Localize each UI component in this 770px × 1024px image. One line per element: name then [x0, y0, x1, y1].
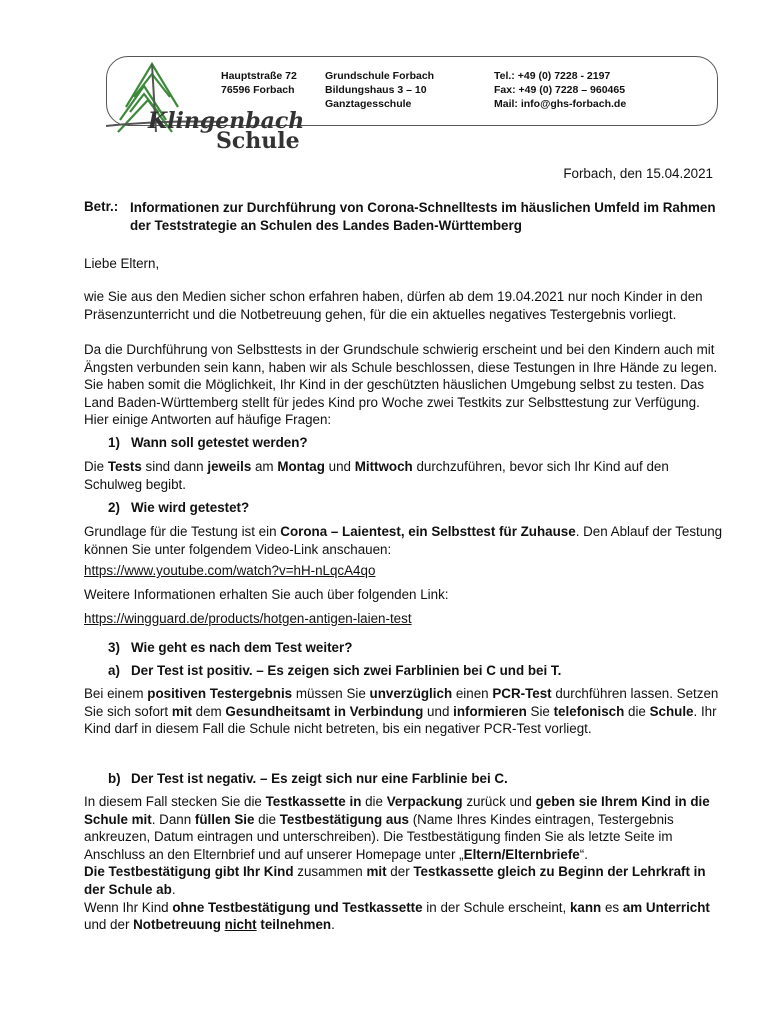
- school-logo: [104, 52, 314, 152]
- address-block: Hauptstraße 72 76596 Forbach: [221, 70, 297, 96]
- subject-label: Betr.:: [84, 199, 119, 214]
- answer-1: Die Tests sind dann jeweils am Montag und Mittwoch durchzuführen, bevor sich Ihr Kind auf den Schulweg begibt.: [84, 459, 669, 492]
- intro-paragraph: wie Sie aus den Medien sicher schon erfahren haben, dürfen ab dem 19.04.2021 nur noch Kinder in den Präsenzunterricht und die Notbetreuung gehen, für die ein aktuelles negatives Testergebnis vorliegt.: [84, 289, 703, 322]
- question-3: 3) Wie geht es nach dem Test weiter?: [108, 640, 353, 655]
- product-link[interactable]: https://wingguard.de/products/hotgen-antigen-laien-test: [84, 611, 412, 626]
- case-positive-heading: a) Der Test ist positiv. – Es zeigen sich zwei Farblinien bei C und bei T.: [108, 663, 562, 678]
- intro-paragraph-2: Da die Durchführung von Selbsttests in der Grundschule schwierig erscheint und bei den Kindern auch mit Ängsten verbunden sein kann, haben wir als Schule beschlossen, diese Testungen in Ihre Hände zu legen. Sie haben somit die Möglichkeit, Ihr Kind in der geschützten häuslichen Umgebung selbst zu testen. Das Land Baden-Württemberg stellt für jedes Kind pro Woche zwei Testkits zur Selbsttestung zur Verfügung. Hier einige Antworten auf häufige Fragen:: [84, 342, 718, 428]
- answer-2: Grundlage für die Testung ist ein Corona – Laientest, ein Selbsttest für Zuhause. Den Ablauf der Testung können Sie unter folgendem Video-Link anschauen:: [84, 524, 723, 557]
- salutation: Liebe Eltern,: [84, 256, 160, 271]
- video-link-paragraph: [84, 562, 724, 580]
- contact-block: Tel.: +49 (0) 7228 - 2197 Fax: +49 (0) 7228 – 960465 Mail: info@ghs-forbach.de: [494, 70, 627, 110]
- video-link[interactable]: https://www.youtube.com/watch?v=hH-nLqcA4qo: [84, 563, 376, 578]
- case-negative-text: In diesem Fall stecken Sie die Testkassette in die Verpackung zurück und geben sie Ihrem Kind in die Schule mit. Dann füllen Sie die Testbestätigung aus (Name Ihres Kindes eintragen, Testergebnis ankreuzen, Datum eintragen und unterschreiben). Die Testbestätigung finden Sie als letzte Seite im Anschluss an den Elternbrief und auf unserer Homepage unter „Eltern/Elternbriefe“. Die Testbestätigung gibt Ihr Kind zusammen mit der Testkassette gleich zu Beginn der Lehrkraft in der Schule ab. Wenn Ihr Kind ohne Testbestätigung und Testkassette in der Schule erscheint, kann es am Unterricht und der Notbetreuung nicht teilnehmen.: [84, 794, 710, 933]
- question-1: 1) Wann soll getestet werden?: [108, 435, 308, 450]
- case-negative-heading: b) Der Test ist negativ. – Es zeigt sich nur eine Farblinie bei C.: [108, 771, 508, 786]
- product-link-paragraph: [84, 610, 724, 628]
- date-line: Forbach, den 15.04.2021: [563, 166, 713, 181]
- case-positive-text: Bei einem positiven Testergebnis müssen Sie unverzüglich einen PCR-Test durchführen lassen. Setzen Sie sich sofort mit dem Gesundheitsamt in Verbindung und informieren Sie telefonisch die Schule. Ihr Kind darf in diesem Fall die Schule nicht betreten, bis ein negativer PCR-Test vorliegt.: [84, 686, 719, 737]
- more-info-text: Weitere Informationen erhalten Sie auch über folgenden Link:: [84, 587, 449, 602]
- school-block: Grundschule Forbach Bildungshaus 3 – 10 Ganztagesschule: [325, 70, 435, 110]
- svg-text:Klingenbach: Klingenbach: [148, 108, 305, 134]
- svg-text:Schule: Schule: [216, 128, 300, 152]
- subject: Informationen zur Durchführung von Corona-Schnelltests im häuslichen Umfeld im Rahmen der Teststrategie an Schulen des Landes Baden-Württemberg: [130, 200, 716, 233]
- question-2: 2) Wie wird getestet?: [108, 500, 250, 515]
